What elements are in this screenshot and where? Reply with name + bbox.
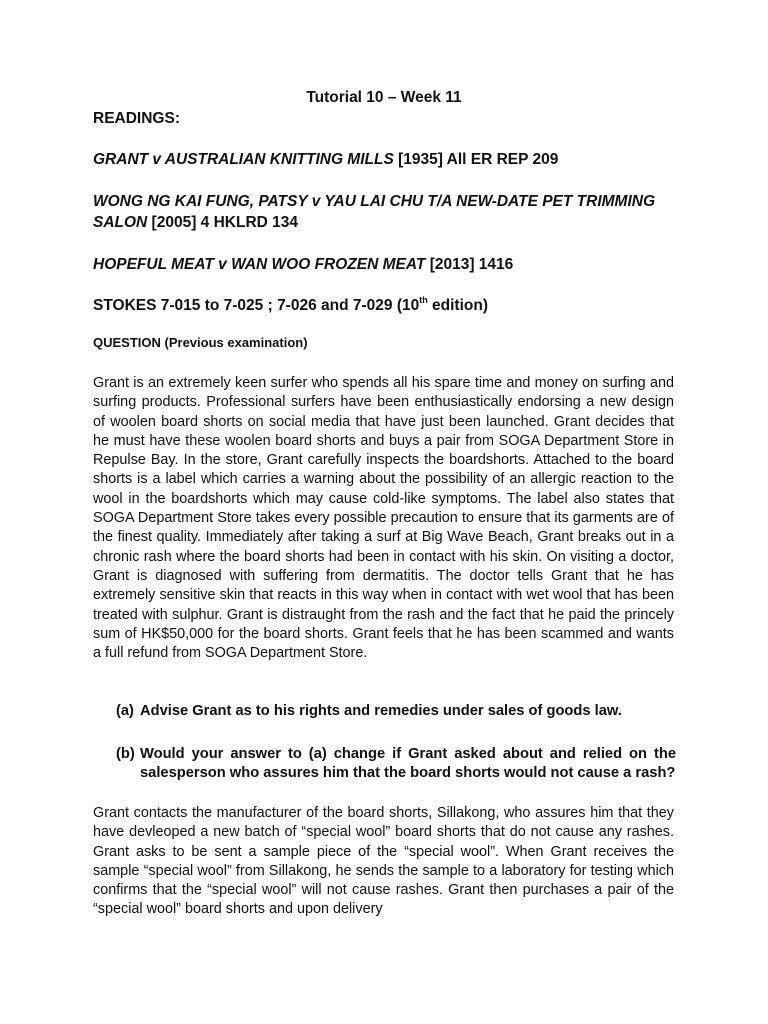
case-citation-3 xyxy=(93,256,513,274)
question-heading: QUESTION (Previous examination) xyxy=(93,335,308,350)
case-reference: [1935] All ER REP 209 xyxy=(393,151,559,168)
case-reference: [2005] 4 HKLRD 134 xyxy=(147,214,299,231)
readings-heading: READINGS: xyxy=(93,110,180,127)
paragraph-text: Grant contacts the manufacturer of the board shorts, Sillakong, who assures him that they have devleoped a new batch of “special wool” board shorts that do not cause any rashes. Grant asks to be sent a sample piece of the “special wool”. When Grant receives the sample “special wool” from Sillakong, he sends the sample to a laboratory for testing which confirms that the “special wool” will not cause rashes. Grant then purchases a pair of the “special wool” board shorts and upon delivery xyxy=(93,805,674,918)
case-reference: [2013] 1416 xyxy=(425,256,514,273)
document-title: Tutorial 10 – Week 11 xyxy=(306,89,462,106)
stokes-reading xyxy=(93,297,488,315)
paragraph-text: Grant is an extremely keen surfer who spends all his spare time and money on surfing and surfing products. Professional surfers have been enthusiastically endorsing a new design of woolen board shorts on social media that have just been launched. Grant decides that he must have these woolen board shorts and buys a pair from SOGA Department Store in Repulse Bay. In the store, Grant carefully inspects the boardshorts. Attached to the board shorts is a label which carries a warning about the possibility of an allergic reaction to the wool in the boardshorts which may cause cold-like symptoms. The label also states that SOGA Department Store takes every possible precaution to ensure that its garments are of the finest quality. Immediately after taking a surf at Big Wave Beach, Grant breaks out in a chronic rash where the board shorts had been in contact with his skin. On visiting a doctor, Grant is diagnosed with suffering from dermatitis. The doctor tells Grant that he has extremely sensitive skin that reacts in this way when in contact with wet wool that has been treated with sulphur. Grant is distraught from the rash and the fact that he paid the princely sum of HK$50,000 for the board shorts. Grant feels that he has been scammed and wants a full refund from SOGA Department Store. xyxy=(93,375,674,662)
sub-question-a xyxy=(116,702,676,721)
stokes-superscript: th xyxy=(419,295,428,305)
case-citation-2-line-2 xyxy=(93,214,298,232)
case-name: WONG NG KAI FUNG, PATSY v YAU LAI CHU T/A NEW-DATE PET TRIMMING xyxy=(93,193,656,210)
sub-question-text: Advise Grant as to his rights and remedies under sales of goods law. xyxy=(140,703,622,719)
sub-question-b xyxy=(116,745,676,784)
sub-question-text: Would your answer to (a) change if Grant asked about and relied on the salesperson who assures him that the board shorts would not cause a rash? xyxy=(140,746,676,782)
sub-question-label: (b) xyxy=(116,746,135,762)
case-name: GRANT v AUSTRALIAN KNITTING MILLS xyxy=(93,151,394,168)
case-name: HOPEFUL MEAT v WAN WOO FROZEN MEAT xyxy=(93,256,426,273)
question-paragraph-1 xyxy=(93,374,674,663)
question-paragraph-2 xyxy=(93,804,674,920)
case-citation-1 xyxy=(93,151,558,169)
stokes-suffix: edition) xyxy=(427,297,489,314)
sub-question-label: (a) xyxy=(116,703,134,719)
stokes-text: STOKES 7-015 to 7-025 ; 7-026 and 7-029 (10 xyxy=(93,297,420,314)
case-citation-2-line-1 xyxy=(93,193,655,211)
case-name-continued: SALON xyxy=(93,214,148,231)
